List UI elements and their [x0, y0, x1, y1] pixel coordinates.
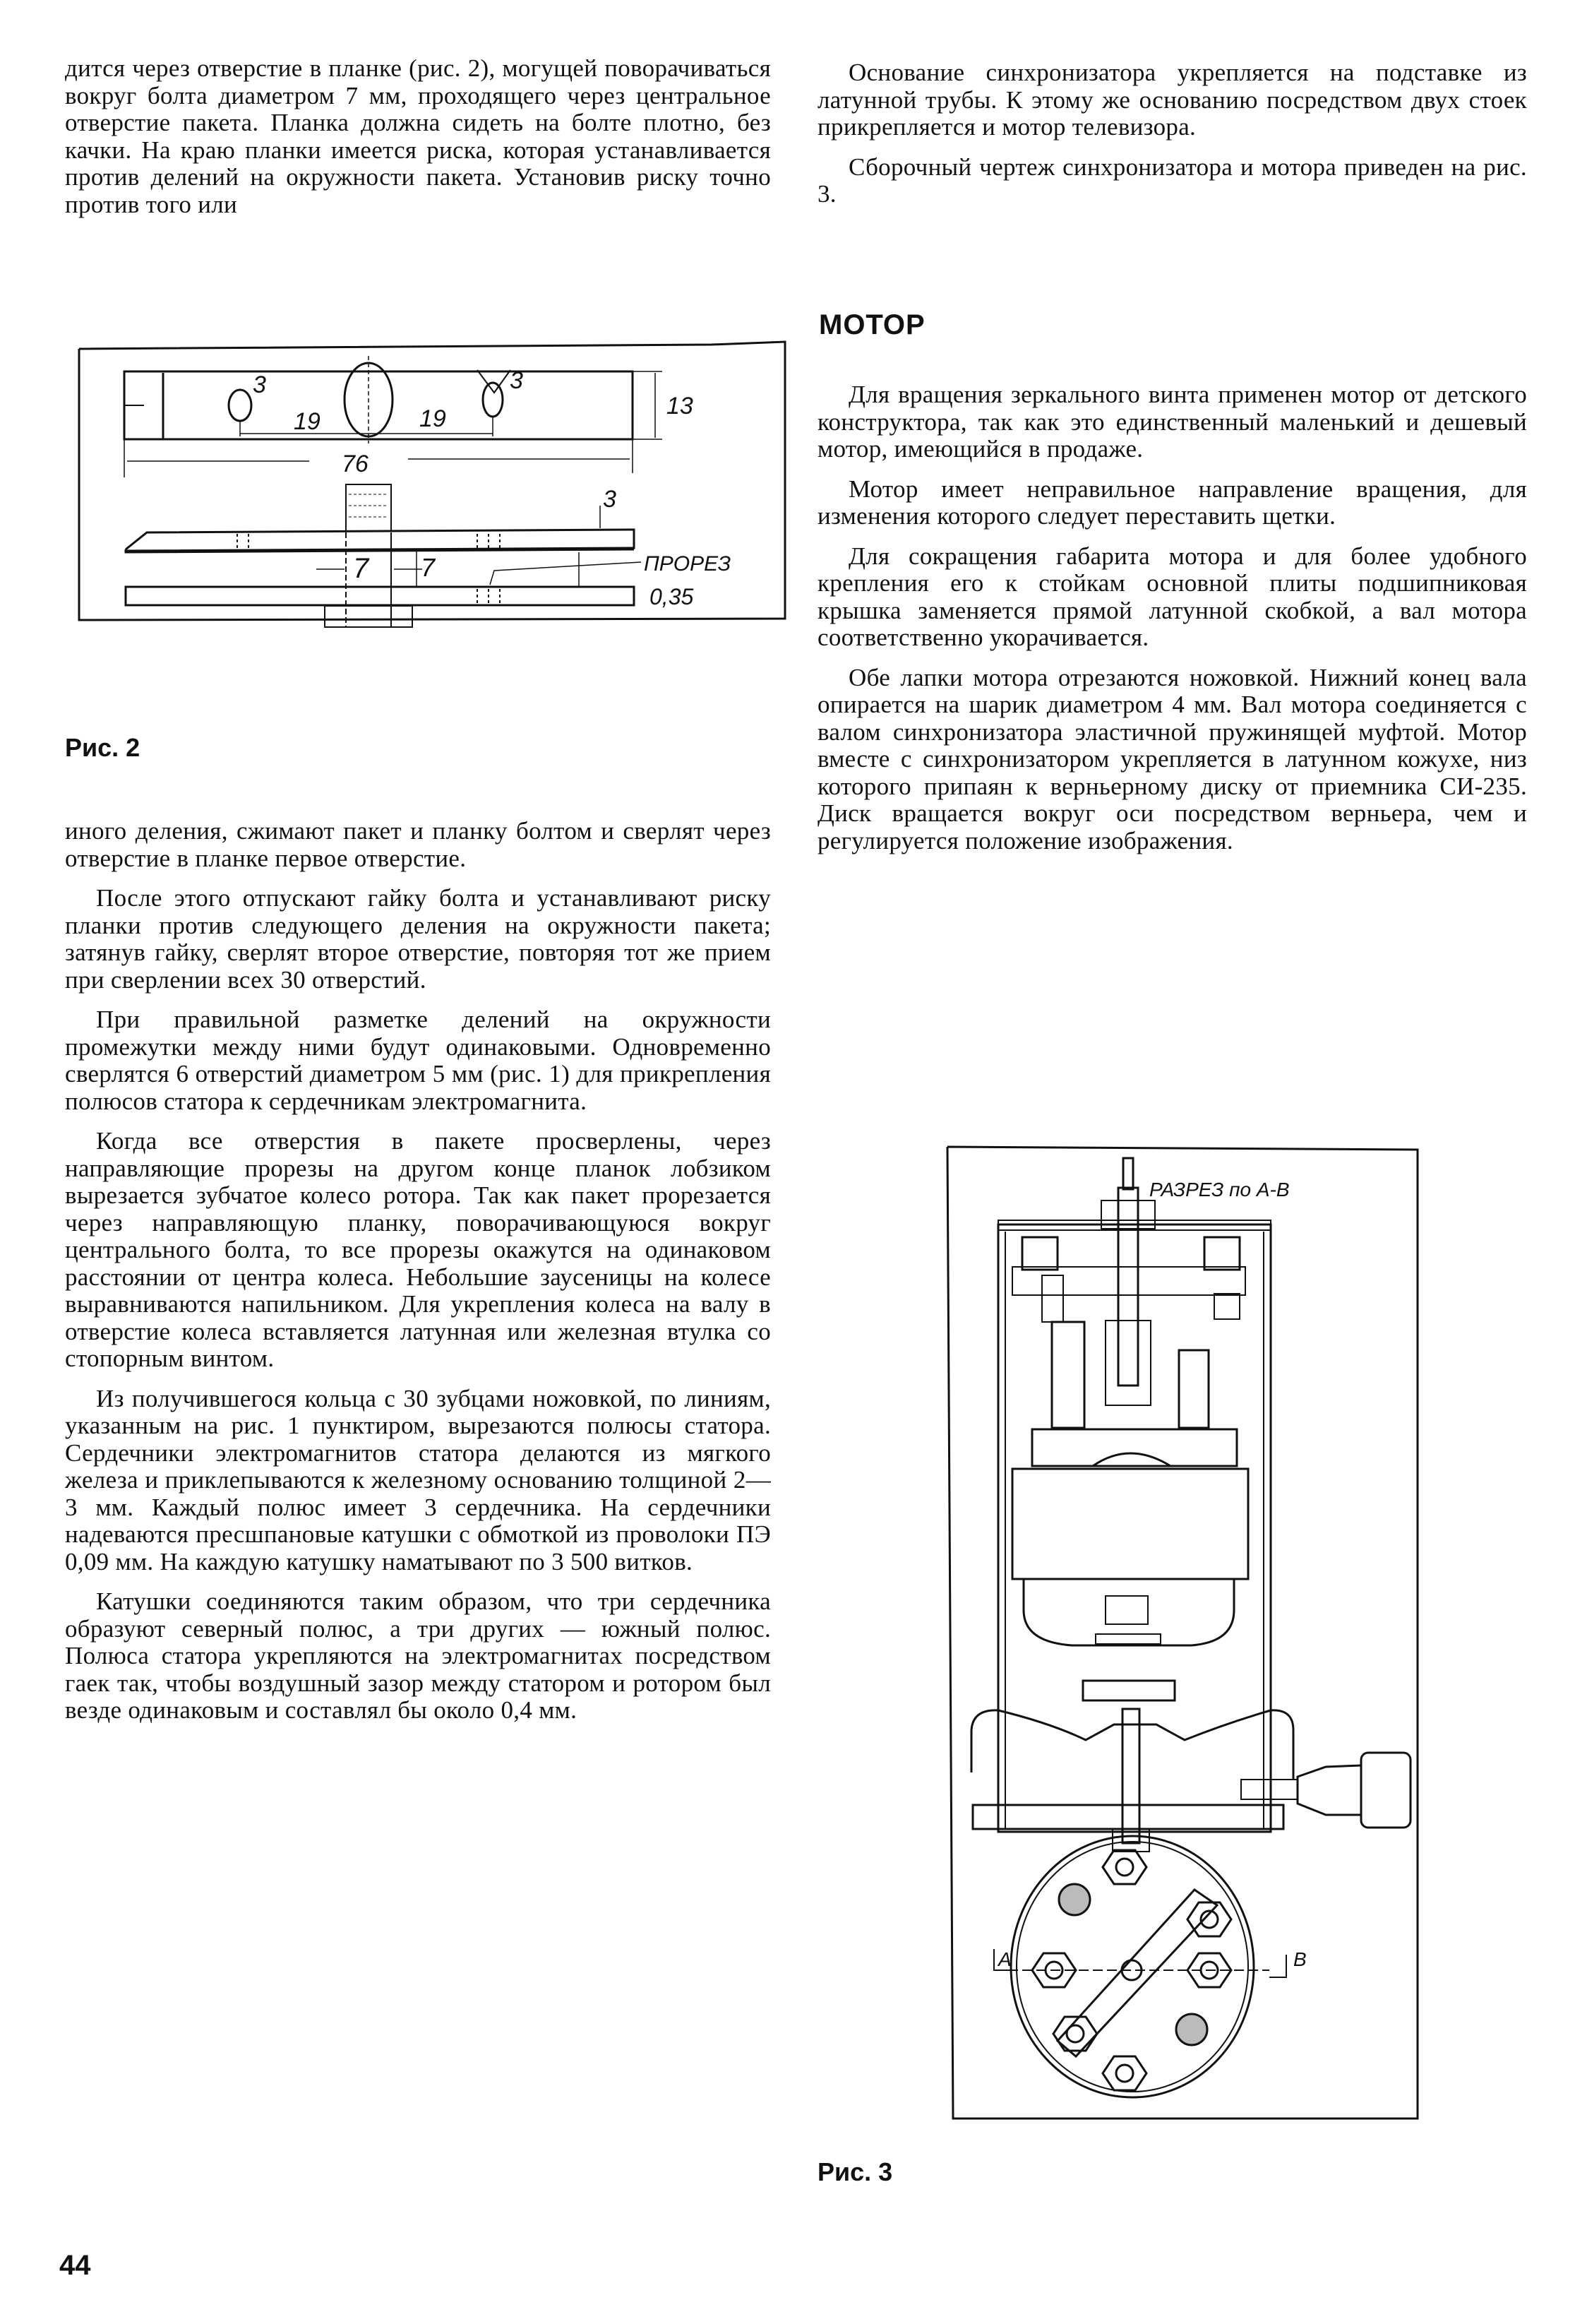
paragraph: Мотор имеет неправильное направление вращения, для изменения которого следует переставить щетки.: [818, 475, 1527, 530]
fig2-label-dim-right: 19: [419, 405, 446, 432]
fig2-label-hole-right: 3: [510, 367, 523, 394]
fig2-label-hole-left: 3: [253, 371, 266, 398]
fig3-marker-b: В: [1293, 1948, 1307, 1970]
right-column-top-text: [818, 59, 1527, 221]
paragraph: Для вращения зеркального винта применен мотор от детского конструктора, так как это единственный маленький и дешевый мотор, имеющийся в продаже.: [818, 381, 1527, 463]
fig3-marker-a: А: [998, 1948, 1012, 1970]
paragraph: Сборочный чертеж синхронизатора и мотора приведен на рис. 3.: [818, 153, 1527, 208]
paragraph: Обе лапки мотора отрезаются ножовкой. Нижний конец вала опирается на шарик диаметром 4 мм. Вал мотора соединяется с валом синхронизатора эластичной пружинящей муфтой. Мотор вместе с синхронизатором укрепляется в латунном кожухе, низ которого припаян к верньерному диску от приемника СИ-235. Диск вращается вокруг оси посредством верньера, чем и регулируется положение изображения.: [818, 663, 1527, 854]
fig2-label-dim-left: 19: [294, 408, 321, 435]
left-column-top-text: [65, 55, 771, 231]
fig2-label-gap-bolt: 7: [353, 553, 369, 584]
fig3-section-label: РАЗРЕЗ по А-В: [1149, 1179, 1290, 1200]
figure-2-drawing: [76, 338, 789, 694]
paragraph: Из получившегося кольца с 30 зубцами ножовкой, по линиям, указанным на рис. 1 пунктиром, вырезаются полюсы статора. Сердечники электромагнитов статора делаются из мягкого железа и приклепываются к железному основанию толщиной 2—3 мм. Каждый полюс имеет 3 сердечника. На сердечники надеваются пресшпановые катушки с обмоткой из проволоки ПЭ 0,09 мм. На каждую катушку наматывают по 3 500 витков.: [65, 1384, 771, 1575]
figure-2-caption: Рис. 2: [65, 733, 140, 762]
page-number: 44: [59, 2250, 91, 2281]
fig2-label-height: 13: [666, 393, 693, 419]
paragraph: Катушки соединяются таким образом, что три сердечника образуют северный полюс, а три других — южный полюс. Полюса статора укрепляются на электромагнитах посредством гаек так, чтобы воздушный зазор между статором и ротором был везде одинаковым и составлял бы около 0,4 мм.: [65, 1587, 771, 1724]
figure-2-svg: [76, 338, 789, 694]
figure-3-svg: [945, 1144, 1432, 2122]
section-heading: МОТОР: [819, 309, 926, 340]
figure-3-caption: Рис. 3: [818, 2157, 893, 2186]
figure-3-drawing: [945, 1144, 1432, 2122]
paragraph: Основание синхронизатора укрепляется на подставке из латунной трубы. К этому же основанию посредством двух стоек прикрепляется и мотор телевизора.: [818, 59, 1527, 141]
fig2-label-slot: ПРОРЕЗ: [644, 552, 731, 576]
fig2-label-length: 76: [342, 451, 369, 477]
paragraph: иного деления, сжимают пакет и планку болтом и сверлят через отверстие в планке первое отверстие.: [65, 817, 771, 872]
fig2-label-slot-width: 0,35: [649, 584, 694, 609]
paragraph: Когда все отверстия в пакете просверлены, через направляющие прорезы на другом конце планок лобзиком вырезается зубчатое колесо ротора. Так как пакет прорезается через направляющую планку, поворачивающуюся вокруг центрального болта, то все прорезы окажутся на одинаковом расстоянии от центра колеса. Небольшие заусеницы на колесе выравниваются напильником. Для укрепления колеса на валу в отверстие колеса вставляется латунная или железная втулка со стопорным винтом.: [65, 1127, 771, 1372]
right-column-main-text: [818, 381, 1527, 867]
left-column-main-text: [65, 818, 771, 1737]
fig2-label-thickness: 3: [603, 486, 616, 513]
paragraph: При правильной разметке делений на окружности промежутки между ними будут одинаковыми. Одновременно сверлятся 6 отверстий диаметром 5 мм (рис. 1) для прикрепления полюсов статора к сердечникам электромагнита.: [65, 1006, 771, 1115]
fig2-label-gap-vertical: 7: [421, 553, 436, 582]
paragraph: Для сокращения габарита мотора и для более удобного крепления его к стойкам основной плиты подшипниковая крышка заменяется прямой латунной скобкой, а вал мотора соответственно укорачивается.: [818, 542, 1527, 651]
paragraph: После этого отпускают гайку болта и устанавливают риску планки против следующего деления на окружности пакета; затянув гайку, сверлят второе отверстие, повторяя тот же прием при сверлении всех 30 отверстий.: [65, 884, 771, 994]
paragraph: дится через отверстие в планке (рис. 2), могущей поворачиваться вокруг болта диаметром 7 мм, проходящего через центральное отверстие пакета. Планка должна сидеть на болте плотно, без качки. На краю планки имеется риска, которая устанавливается против делений на окружности пакета. Установив риску точно против того или: [65, 54, 771, 218]
